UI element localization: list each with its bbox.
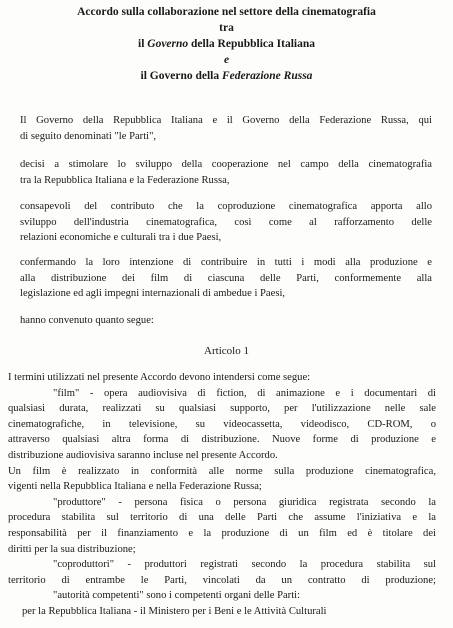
title-line-4: e: [223, 54, 230, 66]
preamble-paragraph-2: [20, 157, 432, 188]
title-line-5: [0, 68, 453, 84]
text-line: territorio di entrambe le Parti, vincolati da un contratto di produzione;: [8, 574, 436, 586]
title-line-3-italic: Governo: [147, 38, 189, 50]
title-line-3-post: della Repubblica Italiana: [188, 38, 315, 50]
title-line-3: [0, 36, 453, 52]
title-line-3-pre: il: [138, 38, 148, 50]
text-line: sviluppo dell'industria cinematografica, così come al rafforzamento delle: [20, 216, 432, 228]
text-line: tra la Repubblica Italiana e la Federazione Russa,: [20, 174, 230, 186]
text-line: "film" - opera audiovisiva di fiction, di animazione e i documentari di: [53, 387, 436, 399]
text-line: diritti per la sua distribuzione;: [8, 543, 136, 555]
text-line: relazioni economiche e culturali tra i due Paesi,: [20, 232, 222, 244]
text-line: procedura stabilita sul territorio di una delle Parti che assume l'iniziativa e la: [8, 512, 436, 524]
text-line: decisi a stimolare lo sviluppo della cooperazione nel campo della cinematografia: [20, 159, 432, 170]
text-line: consapevoli del contributo che la coproduzione cinematografica apporta allo: [20, 201, 432, 212]
text-line: Il Governo della Repubblica Italiana e il Governo della Federazione Russa, qui: [20, 115, 432, 126]
preamble-paragraph-3: [20, 199, 432, 246]
text-line: per la Repubblica Italiana - il Ministero per i Beni e le Attività Culturali: [22, 605, 327, 617]
text-line: cinematografiche, in televisione, su videocassetta, videodisco, CD-ROM, o: [8, 418, 436, 430]
text-line: attraverso qualsiasi altra forma di distribuzione. Nuove forme di produzione e: [8, 434, 436, 446]
article-heading: Articolo 1: [204, 345, 249, 357]
preamble-paragraph-1: [20, 113, 432, 144]
text-line: responsabilità per il finanziamento e la produzione di un film ed è titolare dei: [8, 527, 436, 539]
text-line: di seguito denominati "le Parti",: [20, 130, 157, 142]
text-line: Un film è realizzato in conformità alle norme sulla produzione cinematografica,: [8, 465, 436, 477]
text-line: confermando la loro intenzione di contribuire in tutti i modi alla produzione e: [20, 257, 432, 268]
text-line: qualsiasi durata, realizzati su qualsiasi supporto, per l'utilizzazione nelle sale: [8, 403, 436, 415]
title-line-5-italic: Federazione Russa: [222, 70, 313, 82]
text-line: "produttore" - persona fisica o persona giuridica registrata secondo la: [53, 496, 436, 508]
text-line: vigenti nella Repubblica Italiana e nella Federazione Russa;: [8, 481, 262, 493]
document-title: [0, 4, 453, 84]
text-line: distribuzione audiovisiva saranno incluse nel presente Accordo.: [8, 449, 278, 461]
article-1-body: [8, 370, 436, 620]
text-line: hanno convenuto quanto segue:: [20, 315, 154, 326]
text-line: I termini utilizzati nel presente Accordo devono intendersi come segue:: [8, 372, 311, 383]
preamble-paragraph-4: [20, 255, 432, 302]
title-line-5-pre: il Governo della: [140, 70, 223, 82]
title-line-1: Accordo sulla collaborazione nel settore della cinematografia: [77, 6, 376, 18]
text-line: legislazione ed agli impegni internazionali di ambedue i Paesi,: [20, 288, 286, 300]
title-line-2: tra: [219, 22, 234, 34]
text-line: "coproduttori" - produttori registrati secondo la procedura stabilita sul: [53, 559, 436, 571]
text-line: "autorità competenti" sono i competenti organi delle Parti:: [53, 590, 301, 602]
preamble-paragraph-5: [20, 313, 432, 329]
text-line: alla distribuzione dei film di ciascuna delle Parti, conformemente alla: [20, 272, 432, 284]
